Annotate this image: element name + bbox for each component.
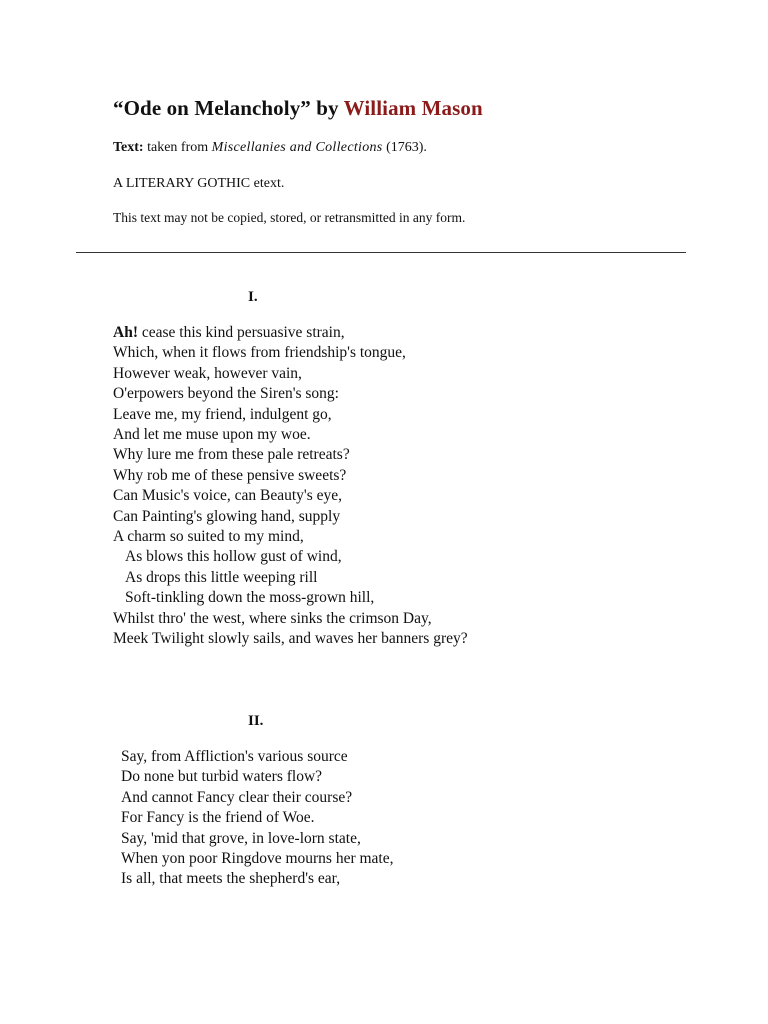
title-by: by (310, 96, 344, 120)
stanza-line: Say, 'mid that grove, in love-lorn state, (121, 829, 361, 847)
text-source-prefix: taken from (143, 140, 212, 155)
literary-gothic-line: A LITERARY GOTHIC etext. (113, 176, 285, 191)
stanza-line: A charm so suited to my mind, (113, 528, 304, 546)
stanza-line: However weak, however vain, (113, 364, 302, 382)
stanza-line: As blows this hollow gust of wind, (125, 548, 342, 566)
text-source-suffix: (1763). (382, 140, 427, 155)
stanza-line: Whilst thro' the west, where sinks the crimson Day, (113, 609, 432, 627)
horizontal-rule (76, 252, 686, 253)
poem-title: “Ode on Melancholy” (113, 96, 311, 120)
author-name: William Mason (343, 96, 483, 120)
stanza-1 (113, 323, 468, 650)
copyright-notice: This text may not be copied, stored, or retransmitted in any form. (113, 210, 466, 225)
stanza-line: Leave me, my friend, indulgent go, (113, 405, 332, 423)
first-word: Ah! (113, 324, 138, 341)
first-line-rest: cease this kind persuasive strain, (137, 324, 345, 341)
stanza-line: Is all, that meets the shepherd's ear, (121, 870, 341, 888)
stanza-line: Which, when it flows from friendship's tongue, (113, 344, 406, 362)
stanza-line: O'erpowers beyond the Siren's song: (113, 385, 339, 403)
stanza-line: For Fancy is the friend of Woe. (121, 809, 315, 827)
stanza-line: Soft-tinkling down the moss-grown hill, (125, 589, 375, 607)
stanza-line: Say, from Affliction's various source (121, 748, 348, 765)
stanza-line: Why rob me of these pensive sweets? (113, 466, 347, 484)
text-label: Text: (113, 140, 144, 155)
stanza-2 (121, 747, 393, 890)
stanza-line: As drops this little weeping rill (125, 568, 318, 586)
stanza-line: Meek Twilight slowly sails, and waves her banners grey? (113, 630, 468, 648)
source-title: Miscellanies and Collections (211, 140, 383, 155)
stanza-line: Why lure me from these pale retreats? (113, 446, 350, 464)
page-title (113, 96, 483, 121)
stanza-line (113, 323, 468, 343)
stanza-line: And let me muse upon my woe. (113, 426, 311, 444)
stanza-number-2: II. (248, 713, 264, 729)
stanza-line: Can Music's voice, can Beauty's eye, (113, 487, 342, 505)
stanza-number-1: I. (248, 289, 258, 305)
stanza-line: And cannot Fancy clear their course? (121, 788, 353, 806)
text-source-line (113, 140, 427, 156)
stanza-line: When yon poor Ringdove mourns her mate, (121, 850, 394, 868)
stanza-line: Can Painting's glowing hand, supply (113, 507, 341, 525)
stanza-line: Do none but turbid waters flow? (121, 768, 323, 786)
